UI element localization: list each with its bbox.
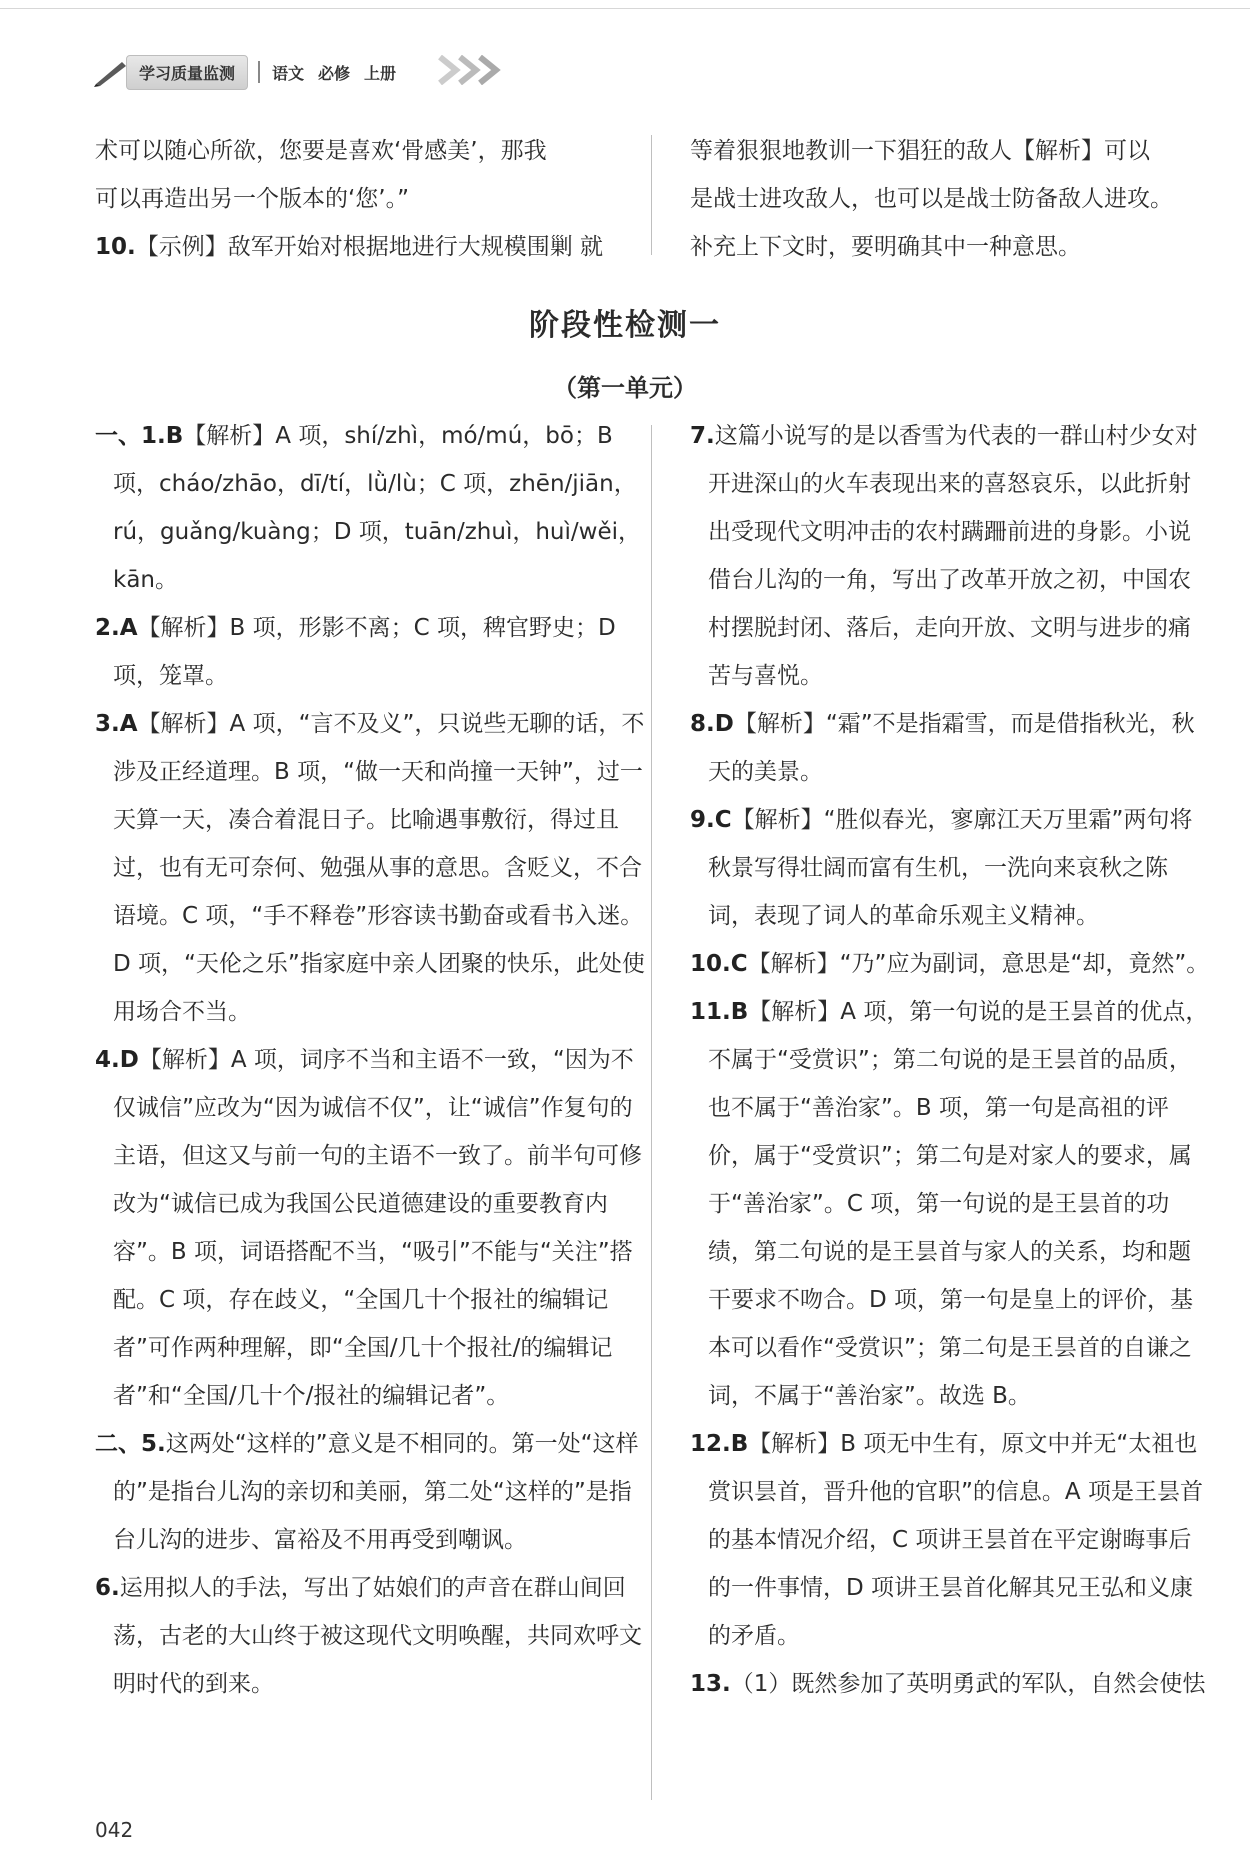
- item-text: 这两处“这样的”意义是不相同的。第一处“这样的”是指台儿沟的亲切和美丽，第二处“这样的”是指台儿沟的进步、富裕及不用再受到嘲讽。: [113, 1431, 639, 1553]
- continued-text: 术可以随心所欲，您要是喜欢‘骨感美’，那我: [95, 138, 547, 164]
- item-text: 这篇小说写的是以香雪为代表的一群山村少女对开进深山的火车表现出来的喜怒哀乐，以此折射出受现代文明冲击的农村蹒跚前进的身影。小说借台儿沟的一角，写出了改革开放之初，中国农村摆脱封闭、落后，走向开放、文明与进步的痛苦与喜悦。: [708, 423, 1198, 689]
- page-number: 042: [95, 1818, 134, 1842]
- answer-item: [95, 1420, 645, 1564]
- answer-item: [95, 223, 645, 271]
- top-right-column: [690, 127, 1210, 271]
- item-text: 【解析】A 项，第一句说的是王昙首的优点，不属于“受赏识”；第二句说的是王昙首的品质，也不属于“善治家”。B 项，第一句是高祖的评价，属于“受赏识”；第二句是对家人的要求，属于“善治家”。C 项，第一句说的是王昙首的功绩，第二句说的是王昙首与家人的关系，均和题干要求不吻合。D 项，第一句是皇上的评价，基本可以看作“受赏识”；第二句是王昙首的自谦之词，不属于“善治家”。故选 B。: [708, 999, 1209, 1409]
- answer-item: [95, 1564, 645, 1708]
- top-left-column: [95, 127, 645, 271]
- item-number: 8.D: [690, 711, 734, 737]
- column-divider: [651, 425, 652, 1800]
- continued-text: 可以再造出另一个版本的‘您’。”: [95, 186, 410, 212]
- page-header: [92, 54, 572, 90]
- item-text: 运用拟人的手法，写出了姑娘们的声音在群山间回荡，古老的大山终于被这现代文明唤醒，共同欢呼文明时代的到来。: [113, 1575, 642, 1697]
- item-text: 【解析】“胜似春光，寥廓江天万里霜”两句将秋景写得壮阔而富有生机，一洗向来哀秋之陈词，表现了词人的革命乐观主义精神。: [708, 807, 1193, 929]
- item-text: 【解析】A 项，词序不当和主语不一致，“因为不仅诚信”应改为“因为诚信不仅”，让“诚信”作复句的主语，但这又与前一句的主语不一致了。前半句可修改为“诚信已成为我国公民道德建设的重要教育内容”。B 项，词语搭配不当，“吸引”不能与“关注”搭配。C 项，存在歧义，“全国几十个报社的编辑记者”可作两种理解，即“全国/几十个报社/的编辑记者”和“全国/几十个/报社的编辑记者”。: [113, 1047, 642, 1409]
- item-number: 7.: [690, 423, 715, 449]
- continued-text: 是战士进攻敌人，也可以是战士防备敌人进攻。: [690, 186, 1173, 212]
- section-subtitle: （第一单元）: [553, 374, 697, 402]
- item-number: 13.: [690, 1671, 731, 1697]
- answer-item: [95, 604, 645, 700]
- right-answers: [690, 412, 1210, 1708]
- item-text: 【解析】“霜”不是指霜雪，而是借指秋光，秋天的美景。: [708, 711, 1195, 785]
- section-title: 阶段性检测一: [529, 308, 721, 343]
- answer-item: [95, 700, 645, 1036]
- continued-text: 等着狠狠地教训一下猖狂的敌人【解析】可以: [690, 138, 1150, 164]
- answer-item: [690, 988, 1210, 1420]
- answer-item: [690, 412, 1210, 700]
- answer-item: [690, 1420, 1210, 1660]
- answer-item: [690, 796, 1210, 940]
- item-number: 4.D: [95, 1047, 139, 1073]
- item-number: 9.C: [690, 807, 732, 833]
- item-number: 二、5.: [95, 1431, 166, 1457]
- top-rule: [0, 8, 1250, 9]
- item-number: 3.A: [95, 711, 138, 737]
- item-number: 12.B: [690, 1431, 749, 1457]
- item-number: 2.A: [95, 615, 138, 641]
- header-subject: 语文: [272, 63, 305, 83]
- answer-item: [690, 1660, 1210, 1708]
- answer-item: [95, 412, 645, 604]
- chevron-arrows-icon: [436, 55, 516, 89]
- header-volume: 上册: [364, 63, 397, 83]
- item-text: 【解析】“乃”应为副词，意思是“却，竟然”。: [747, 951, 1210, 977]
- answer-item: [690, 940, 1210, 988]
- pen-icon: [92, 56, 132, 88]
- item-text: 【解析】B 项，形影不离；C 项，稗官野史；D 项，笼罩。: [113, 615, 616, 689]
- item-number: 一、1.B: [95, 423, 184, 449]
- item-number: 10.C: [690, 951, 748, 977]
- item-number: 10.: [95, 234, 136, 260]
- column-divider: [651, 135, 652, 255]
- answer-item: [95, 1036, 645, 1420]
- item-text: （1）既然参加了英明勇武的军队，自然会使怯: [730, 1671, 1206, 1697]
- header-book: 必修: [318, 63, 351, 83]
- continued-text: 补充上下文时，要明确其中一种意思。: [690, 234, 1081, 260]
- item-text: 【解析】A 项，“言不及义”，只说些无聊的话，不涉及正经道理。B 项，“做一天和尚撞一天钟”，过一天算一天，凑合着混日子。比喻遇事敷衍，得过且过，也有无可奈何、勉强从事的意思。含贬义，不合语境。C 项，“手不释卷”形容读书勤奋或看书入迷。D 项，“天伦之乐”指家庭中亲人团聚的快乐，此处使用场合不当。: [113, 711, 645, 1025]
- item-text: 【示例】敌军开始对根据地进行大规模围剿 就: [135, 234, 604, 260]
- header-divider: [258, 61, 260, 83]
- item-number: 6.: [95, 1575, 120, 1601]
- left-answers: [95, 412, 645, 1708]
- header-label: 学习质量监测: [126, 55, 248, 90]
- item-text: 【解析】A 项，shí/zhì，mó/mú，bō；B 项，cháo/zhāo，dī/tí，lǜ/lù；C 项，zhēn/jiān，rú，guǎng/kuàng；D 项，tuān/zhuì，huì/wěi，kān。: [113, 423, 641, 593]
- answer-item: [690, 700, 1210, 796]
- item-text: 【解析】B 项无中生有，原文中并无“太祖也赏识昙首，晋升他的官职”的信息。A 项是王昙首的基本情况介绍，C 项讲王昙首在平定谢晦事后的一件事情，D 项讲王昙首化解其兄王弘和义康的矛盾。: [708, 1431, 1203, 1649]
- item-number: 11.B: [690, 999, 749, 1025]
